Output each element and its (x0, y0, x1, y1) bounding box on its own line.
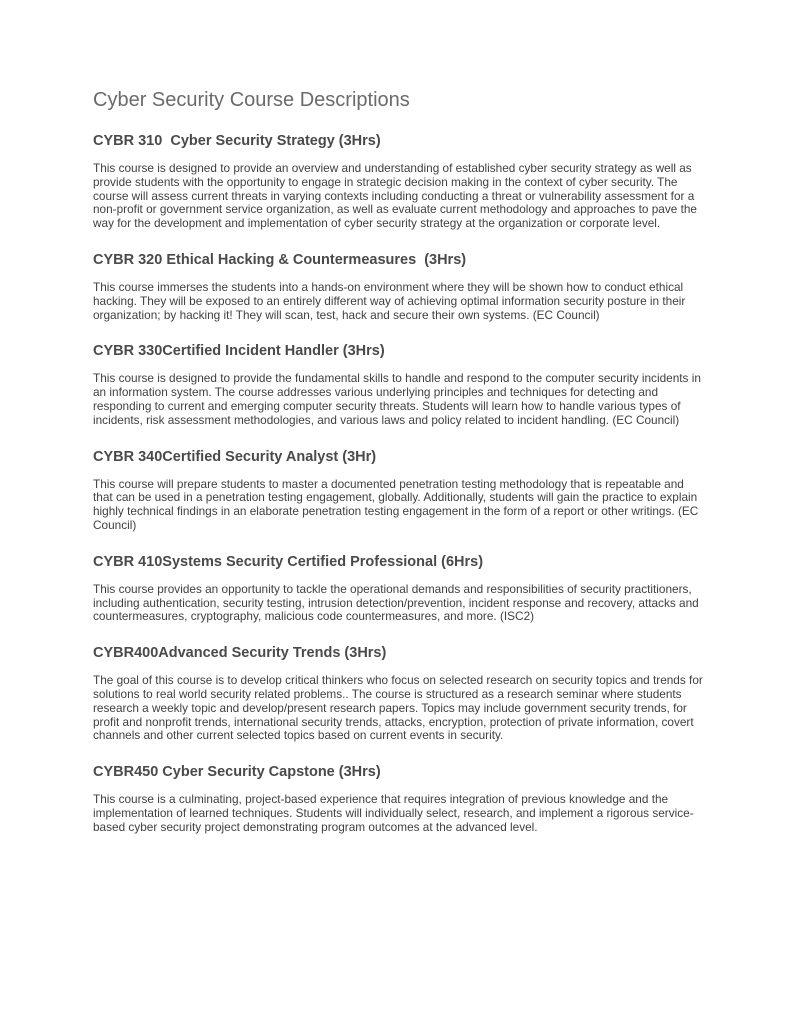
course-section-cybr410 (93, 553, 705, 624)
page-title: Cyber Security Course Descriptions (93, 89, 410, 111)
course-section-cybr340 (93, 448, 705, 533)
course-heading: CYBR 340Certified Security Analyst (3Hr) (93, 448, 377, 465)
course-section-cybr320 (93, 251, 705, 322)
course-heading: CYBR 320 Ethical Hacking & Countermeasures (3Hrs) (93, 251, 467, 268)
course-heading: CYBR 310 Cyber Security Strategy (3Hrs) (93, 133, 381, 149)
course-heading: CYBR 410Systems Security Certified Professional (6Hrs) (93, 553, 484, 570)
course-description: The goal of this course is to develop critical thinkers who focus on selected research on security topics and trends for solutions to real world security related problems.. The course is structured as a research seminar where students research a weekly topic and develop/present research papers. Topics may include government security trends, for profit and nonprofit trends, international security trends, attacks, encryption, protection of private information, covert channels and other current selected topics based on current events in security. (93, 673, 703, 743)
course-description: This course will prepare students to master a documented penetration testing methodology that is repeatable and that can be used in a penetration testing engagement, globally. Additionally, students will gain the practice to explain highly technical findings in an elaborate penetration testing engagement in the form of a report or other writings. (EC Council) (93, 476, 699, 532)
course-section-cybr450 (93, 763, 705, 834)
course-section-cybr400 (93, 644, 705, 743)
course-description: This course is designed to provide an overview and understanding of established cyber security strategy as well as provide students with the opportunity to engage in strategic decision making in the context of cyber security. The course will assess current threats in varying contexts including conducting a threat or vulnerability assessment for a non-profit or government service organization, as well as evaluate current methodology and approaches to pave the way for the development and implementation of cyber security strategy at the organization or corporate level. (93, 161, 697, 231)
course-section-cybr310 (93, 132, 705, 231)
course-description: This course provides an opportunity to tackle the operational demands and responsibilities of security practitioners, including authentication, security testing, intrusion detection/prevention, incident response and recovery, attacks and countermeasures, cryptography, malicious code countermeasures, and more. (ISC2) (93, 581, 699, 624)
course-description: This course immerses the students into a hands-on environment where they will be shown how to conduct ethical hacking. They will be exposed to an entirely different way of achieving optimal information security posture in their organization; by hacking it! They will scan, test, hack and secure their own systems. (EC Council) (93, 279, 686, 322)
course-description: This course is designed to provide the fundamental skills to handle and respond to the computer security incidents in an information system. The course addresses various underlying principles and techniques for detecting and responding to current and emerging computer security threats. Students will learn how to handle various types of incidents, risk assessment methodologies, and various laws and policy related to incident handling. (EC Council) (93, 371, 701, 427)
course-section-cybr330 (93, 342, 705, 427)
course-heading: CYBR 330Certified Incident Handler (3Hrs) (93, 343, 385, 360)
course-heading: CYBR400Advanced Security Trends (3Hrs) (93, 645, 387, 662)
course-heading: CYBR450 Cyber Security Capstone (3Hrs) (93, 764, 381, 781)
course-description: This course is a culminating, project-based experience that requires integration of previous knowledge and the implementation of learned techniques. Students will individually select, research, and implement a rigorous service-based cyber security project demonstrating program outcomes at the advanced level. (93, 792, 694, 834)
